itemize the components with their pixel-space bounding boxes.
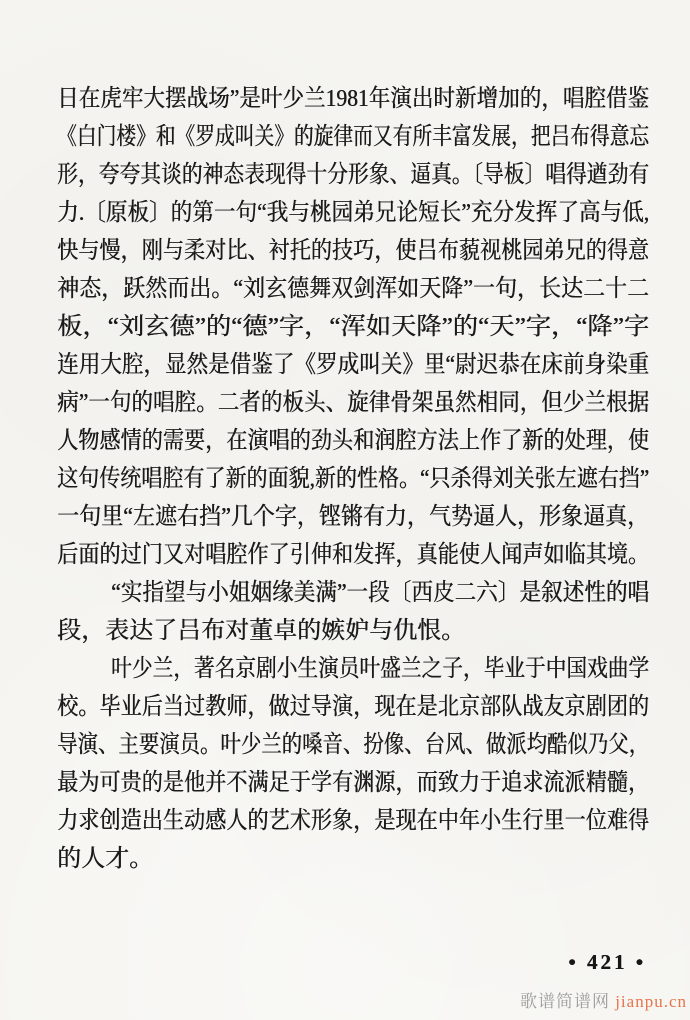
text-line <box>57 536 649 574</box>
text-line-content: “实指望与小姐姻缘美满”一段〔西皮二六〕是叙述性的唱 <box>111 580 649 606</box>
text-line-content: 快与慢，刚与柔对比、衬托的技巧，使吕布藐视桃园弟兄的得意 <box>57 238 649 264</box>
text-line-content: 后面的过门又对唱腔作了引伸和发挥，真能使人闻声如临其境。 <box>57 542 649 568</box>
text-line-content: 校。毕业后当过教师，做过导演，现在是北京部队战友京剧团的 <box>57 694 649 720</box>
text-line <box>57 612 649 650</box>
text-line <box>57 118 649 156</box>
text-line-content: 人物感情的需要，在演唱的劲头和润腔方法上作了新的处理，使 <box>57 428 649 454</box>
text-line-content: 一句里“左遮右挡”几个字，铿锵有力，气势逼人，形象逼真， <box>57 504 649 530</box>
text-line <box>57 308 649 346</box>
text-line <box>57 726 649 764</box>
text-line-content: 力求创造出生动感人的艺术形象，是现在中年小生行里一位难得 <box>57 808 649 834</box>
text-line-content: 日在虎牢大摆战场”是叶少兰1981年演出时新增加的，唱腔借鉴 <box>57 86 649 112</box>
text-line-content: 段，表达了吕布对董卓的嫉妒与仇恨。 <box>57 618 465 644</box>
text-line-content: 连用大腔，显然是借鉴了《罗成叫关》里“尉迟恭在床前身染重 <box>57 352 649 378</box>
text-line <box>57 422 649 460</box>
text-line <box>57 650 649 688</box>
text-line-content: 形，夸夸其谈的神态表现得十分形象、逼真。〔导板〕唱得遒劲有 <box>57 162 649 188</box>
text-line <box>57 232 649 270</box>
text-line <box>57 194 649 232</box>
text-line-content: 最为可贵的是他并不满足于学有渊源，而致力于追求流派精髓， <box>57 770 649 796</box>
text-line <box>57 384 649 422</box>
watermark-site-name: 歌谱简谱网 <box>519 992 610 1011</box>
text-line <box>57 840 649 878</box>
text-line <box>57 156 649 194</box>
text-line-content: 叶少兰，著名京剧小生演员叶盛兰之子，毕业于中国戏曲学 <box>111 656 649 682</box>
text-line-content: 的人才。 <box>57 846 153 872</box>
text-line-content: 力.〔原板〕的第一句“我与桃园弟兄论短长”充分发挥了高与低, <box>57 200 649 226</box>
text-line-content: 病”一句的唱腔。二者的板头、旋律骨架虽然相同，但少兰根据 <box>57 390 649 416</box>
text-line <box>57 574 649 612</box>
text-line <box>57 764 649 802</box>
text-line-content: 导演、主要演员。叶少兰的嗓音、扮像、台风、做派均酷似乃父， <box>57 732 649 758</box>
text-line-content: 板，“刘玄德”的“德”字，“浑如天降”的“天”字，“降”字 <box>57 314 649 340</box>
text-line <box>57 270 649 308</box>
text-line <box>57 80 649 118</box>
text-line-content: 这句传统唱腔有了新的面貌,新的性格。“只杀得刘关张左遮右挡” <box>57 466 649 492</box>
text-line-content: 神态，跃然而出。“刘玄德舞双剑浑如天降”一句，长达二十二 <box>57 276 649 302</box>
text-line-content: 《白门楼》和《罗成叫关》的旋律而又有所丰富发展，把吕布得意忘 <box>57 124 649 150</box>
page-number: • 421 • <box>568 950 646 974</box>
text-line <box>57 498 649 536</box>
text-line <box>57 688 649 726</box>
article-text <box>57 80 649 878</box>
text-line <box>57 346 649 384</box>
text-line <box>57 460 649 498</box>
text-line <box>57 802 649 840</box>
watermark <box>520 987 687 1012</box>
watermark-site-url: jianpu.cn <box>615 992 687 1011</box>
